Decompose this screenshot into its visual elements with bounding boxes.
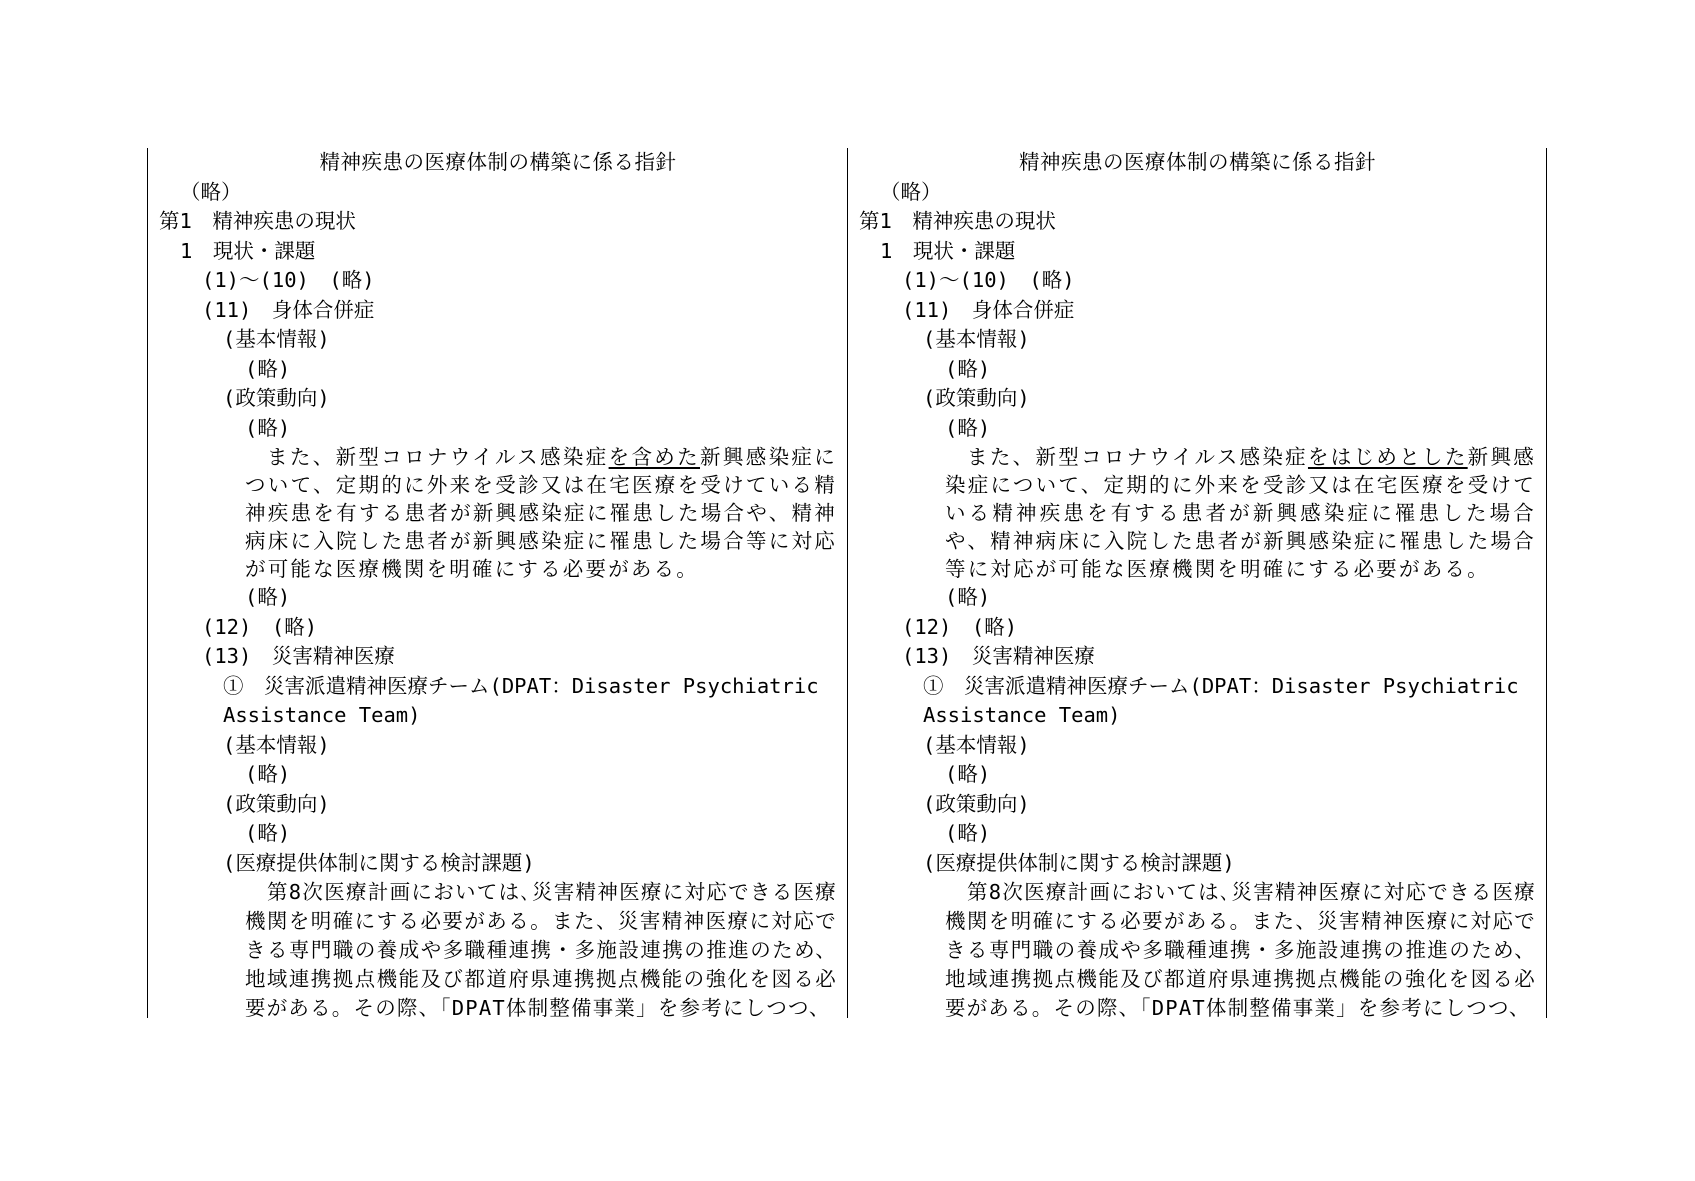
list-item-continued: Assistance Team) (923, 703, 1121, 727)
item-heading: (12) (略) (202, 614, 318, 639)
subheading: (政策動向) (223, 791, 330, 816)
subheading: (医療提供体制に関する検討課題) (223, 850, 535, 875)
left-column (147, 148, 847, 1018)
subsection-heading: 1 現状・課題 (180, 238, 316, 263)
paragraph (859, 443, 1536, 583)
omitted-note: (略) (945, 356, 991, 381)
list-item: ① 災害派遣精神医療チーム(DPAT：Disaster Psychiatric (923, 673, 1519, 698)
list-item: ① 災害派遣精神医療チーム(DPAT：Disaster Psychiatric (223, 673, 819, 698)
omitted-note: (略) (945, 762, 991, 786)
column-title: 精神疾患の医療体制の構築に係る指針 (319, 150, 677, 174)
list-item-continued: Assistance Team) (223, 703, 421, 727)
right-column (847, 148, 1547, 1018)
paragraph-text: 新興感染症について、定期的に外来を受診又は在宅医療を受けている精神疾患を有する患者が新興感染症に罹患した場合や、精神病床に入院した患者が新興感染症に罹患した場合等に対応が可能な医療機関を明確にする必要がある。 (245, 445, 837, 581)
underlined-change: をはじめとした (1307, 445, 1468, 469)
column-title: 精神疾患の医療体制の構築に係る指針 (1019, 150, 1376, 174)
subsection-heading: 1 現状・課題 (880, 238, 1016, 263)
paragraph: 第8次医療計画においては､災害精神医療に対応できる医療機関を明確にする必要がある。また、災害精神医療に対応できる専門職の養成や多職種連携・多施設連携の推進のため、地域連携拠点機能及び都道府県連携拠点機能の強化を図る必要がある。その際、「DPAT体制整備事業」を参考にしつつ、 (245, 880, 837, 1020)
subheading: (基本情報) (223, 327, 330, 351)
section-heading: 第1 精神疾患の現状 (159, 209, 356, 233)
underlined-change: を含めた (608, 445, 701, 469)
omitted-note: （略） (880, 179, 942, 204)
omitted-note: (略) (945, 415, 991, 440)
omitted-note: (略) (245, 762, 291, 786)
section-heading: 第1 精神疾患の現状 (859, 209, 1056, 233)
omitted-note: (略) (245, 821, 291, 845)
item-heading: (11) 身体合併症 (202, 297, 375, 322)
subheading: (基本情報) (923, 732, 1030, 757)
paragraph: 第8次医療計画においては､災害精神医療に対応できる医療機関を明確にする必要がある。また、災害精神医療に対応できる専門職の養成や多職種連携・多施設連携の推進のため、地域連携拠点機能及び都道府県連携拠点機能の強化を図る必要がある。その際、「DPAT体制整備事業」を参考にしつつ、 (945, 880, 1536, 1020)
subheading: (医療提供体制に関する検討課題) (923, 850, 1235, 875)
item-heading: (13) 災害精神医療 (902, 644, 1095, 668)
item-range: (1)～(10) (略) (902, 268, 1075, 292)
omitted-note: (略) (945, 821, 991, 845)
omitted-note: (略) (245, 585, 291, 609)
subheading: (基本情報) (923, 327, 1030, 351)
paragraph-text: また、新型コロナウイルス感染症 (267, 445, 609, 469)
omitted-note: (略) (945, 585, 991, 609)
omitted-note: (略) (245, 415, 291, 440)
omitted-note: (略) (245, 356, 291, 381)
omitted-note: （略） (180, 179, 242, 204)
comparison-table (147, 148, 1549, 1018)
subheading: (政策動向) (923, 386, 1030, 410)
item-heading: (12) (略) (902, 614, 1018, 639)
subheading: (基本情報) (223, 732, 330, 757)
item-range: (1)～(10) (略) (202, 268, 375, 292)
item-heading: (11) 身体合併症 (902, 297, 1075, 322)
paragraph (159, 443, 837, 583)
subheading: (政策動向) (923, 791, 1030, 816)
item-heading: (13) 災害精神医療 (202, 644, 395, 668)
paragraph-text: 新興感染症について、定期的に外来を受診又は在宅医療を受けている精神疾患を有する患者が新興感染症に罹患した場合や、精神病床に入院した患者が新興感染症に罹患した場合等に対応が可能な医療機関を明確にする必要がある。 (945, 445, 1536, 581)
subheading: (政策動向) (223, 386, 330, 410)
paragraph-text: また、新型コロナウイルス感染症 (967, 445, 1308, 469)
